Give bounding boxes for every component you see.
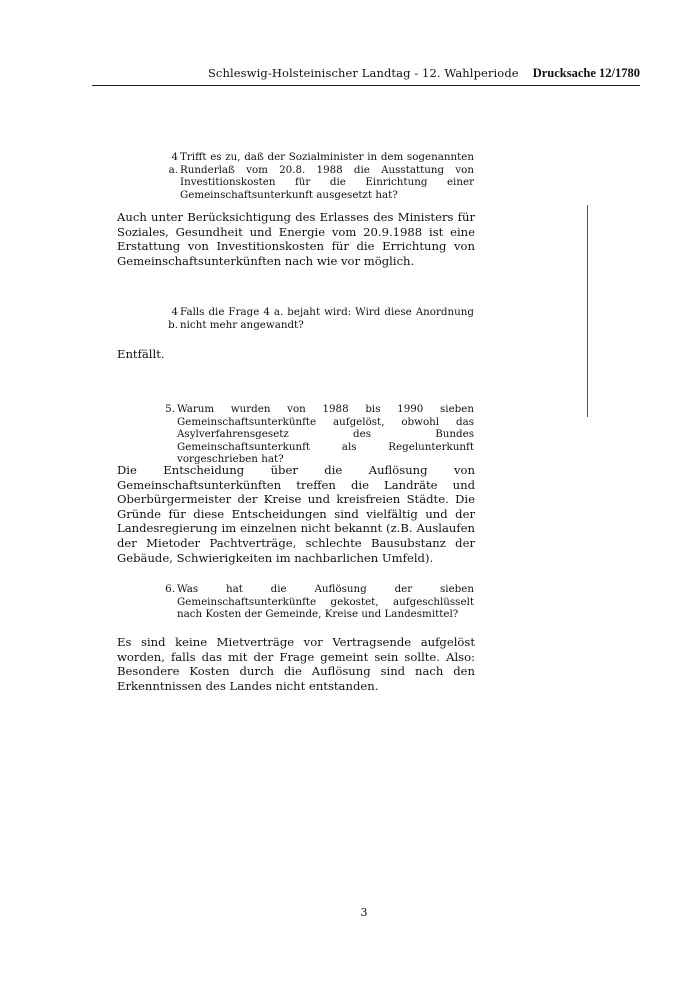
question-block (168, 306, 474, 331)
question-block (165, 403, 474, 466)
question-number: 6. (165, 583, 175, 595)
question-block (165, 583, 474, 621)
question-text: Falls die Frage 4 a. bejaht wird: Wird diese Anordnung nicht mehr angewandt? (180, 306, 474, 331)
question-block (168, 151, 474, 201)
answer-text: Die Entscheidung über die Auflösung von Gemeinschaftsunterkünften treffen die Landräte und Oberbürgermeister der Kreise und kreisfreien Städte. Die Gründe für diese Entscheidungen sind vielfältig und der Landesregierung im einzelnen nicht bekannt (z.B. Auslaufen der Mietoder Pachtverträge, schlechte Bausubstanz der Gebäude, Schwierigkeiten im nachbarlichen Umfeld). (117, 463, 475, 565)
header-rule (92, 85, 640, 86)
answer-text: Auch unter Berücksichtigung des Erlasses des Ministers für Soziales, Gesundheit und Energie vom 20.9.1988 ist eine Erstattung von Investitionskosten für die Errichtung von Gemeinschaftsunterkünften nach wie vor möglich. (117, 210, 475, 268)
question-text: Warum wurden von 1988 bis 1990 sieben Gemeinschaftsunterkünfte aufgelöst, obwohl das Asylverfahrensgesetz des Bundes Gemeinschaftsunterkunft als Regelunterkunft vorgeschrieben hat? (177, 403, 474, 465)
document-number: Drucksache 12/1780 (532, 66, 640, 80)
answer-text: Entfällt. (117, 347, 165, 361)
question-text: Was hat die Auflösung der sieben Gemeinschaftsunterkünfte gekostet, aufgeschlüsselt nach Kosten der Gemeinde, Kreise und Landesmittel? (177, 583, 474, 620)
question-number: 4 a. (168, 151, 178, 176)
page-number: 3 (360, 906, 368, 919)
question-number: 5. (165, 403, 175, 415)
publication-title: Schleswig-Holsteinischer Landtag - 12. Wahlperiode (207, 66, 519, 80)
question-text: Trifft es zu, daß der Sozialminister in dem sogenannten Runderlaß vom 20.8. 1988 die Ausstattung von Investitionskosten für die Einrichtung einer Gemeinschaftsunterkunft ausgesetzt hat? (180, 151, 474, 201)
question-number: 4 b. (168, 306, 178, 331)
margin-rule (587, 205, 588, 417)
answer-text: Es sind keine Mietverträge vor Vertragsende aufgelöst worden, falls das mit der Frage gemeint sein sollte. Also: Besondere Kosten durch die Auflösung sind nach den Erkenntnissen des Landes nicht entstanden. (117, 635, 475, 693)
page-header (92, 66, 640, 81)
